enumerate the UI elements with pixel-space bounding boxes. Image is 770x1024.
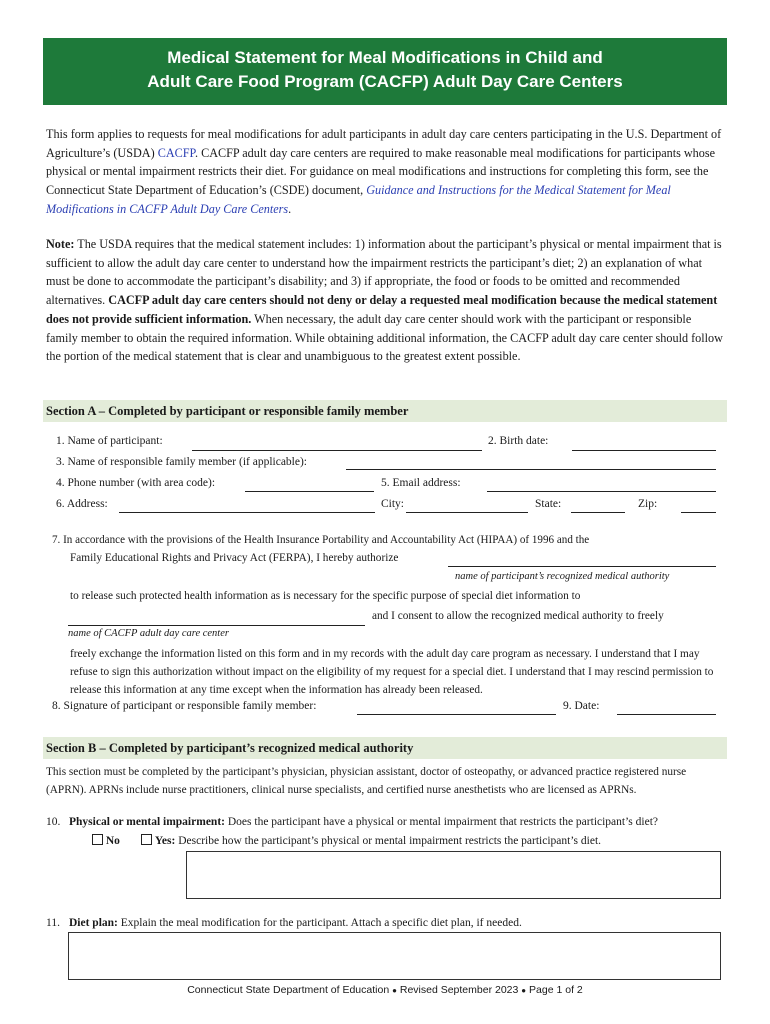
family-member-field[interactable]: [346, 469, 716, 470]
zip-field[interactable]: [681, 512, 716, 513]
diet-plan-box[interactable]: [68, 932, 721, 980]
birth-date-label: 2. Birth date:: [488, 435, 549, 447]
yes-description: Describe how the participant’s physical or mental impairment restricts the participant’s diet.: [175, 835, 602, 847]
footer-org: Connecticut State Department of Education: [187, 984, 390, 996]
yes-checkbox[interactable]: [141, 834, 152, 845]
q10-text: [69, 815, 658, 829]
participant-name-field[interactable]: [192, 450, 482, 451]
note-bold-text: CACFP adult day care centers should not deny or delay a requested meal modification because the medical statement does not provide sufficient information.: [46, 293, 718, 326]
footer-bullet: ●: [392, 986, 397, 995]
zip-label: Zip:: [638, 498, 658, 510]
guidance-link[interactable]: Guidance and Instructions for the Medical Statement for Meal Modifications in CACFP Adult Day Care Centers: [46, 183, 671, 216]
intro-text-3: .: [288, 201, 292, 216]
form-title-banner: [43, 38, 727, 105]
section-b-heading: Section B – Completed by participant’s recognized medical authority: [43, 737, 727, 759]
hipaa-text-line1: 7. In accordance with the provisions of the Health Insurance Portability and Accountability Act (HIPAA) of 1996 and the: [52, 534, 590, 546]
note-label: Note:: [46, 237, 75, 251]
consent-text: and I consent to allow the recognized medical authority to freely: [372, 610, 664, 622]
footer-page: Page 1 of 2: [529, 984, 583, 996]
yes-label: Yes:: [154, 835, 176, 847]
signature-field[interactable]: [357, 714, 556, 715]
medical-authority-caption: name of participant’s recognized medical authority: [455, 571, 670, 582]
phone-field[interactable]: [245, 491, 374, 492]
note-paragraph: [46, 235, 726, 366]
q11-label: Diet plan:: [69, 917, 118, 929]
no-option[interactable]: [92, 834, 120, 848]
hipaa-text-line2: Family Educational Rights and Privacy Act (FERPA), I hereby authorize: [70, 552, 399, 564]
medical-authority-field[interactable]: [448, 566, 716, 567]
release-text: to release such protected health information as is necessary for the specific purpose of special diet information to: [70, 590, 581, 602]
q10-number: 10.: [46, 816, 61, 828]
q11-number: 11.: [46, 917, 60, 929]
care-center-field[interactable]: [68, 625, 365, 626]
participant-name-label: 1. Name of participant:: [56, 435, 163, 447]
yes-option[interactable]: [141, 834, 601, 848]
phone-label: 4. Phone number (with area code):: [56, 477, 216, 489]
no-label: No: [105, 835, 120, 847]
city-field[interactable]: [406, 512, 528, 513]
note-text: The USDA requires that the medical statement includes: 1) information about the participant’s physical or mental impairment that is sufficient to allow the adult day care center to understand how the impairment restricts the participant’s diet; 2) an explanation of what must be done to accommodate the participant’s disability; and 3) if appropriate, the food or foods to be omitted and recommended alternatives.: [46, 237, 722, 308]
exchange-text: freely exchange the information listed on this form and in my records with the adult day care program as necessary. I understand that I may refuse to sign this authorization without impact on the eligibility of my request for a special diet. I understand that I may rescind permission to release this information at any time except when the information has already been released.: [70, 648, 714, 696]
state-field[interactable]: [571, 512, 625, 513]
form-title-line2: Adult Care Food Program (CACFP) Adult Day Care Centers: [147, 72, 623, 91]
q11-question: Explain the meal modification for the participant. Attach a specific diet plan, if needed.: [117, 917, 522, 929]
intro-text: This form applies to requests for meal modifications for adult participants in adult day care centers participating in the U.S. Department of Agriculture’s (USDA): [46, 127, 722, 160]
family-member-label: 3. Name of responsible family member (if applicable):: [56, 456, 307, 468]
city-label: City:: [381, 498, 405, 510]
impairment-description-box[interactable]: [186, 851, 721, 899]
intro-text-2: . CACFP adult day care centers are required to make reasonable meal modifications for participants whose physical or mental impairment restricts their diet. For guidance on meal modifications and instructions for completing this form, see the Connecticut State Department of Education’s (CSDE) document,: [46, 145, 716, 198]
q11-text: [69, 916, 522, 930]
date-field[interactable]: [617, 714, 716, 715]
footer-bullet-2: ●: [521, 986, 527, 995]
cacfp-link[interactable]: CACFP: [157, 145, 195, 160]
address-label: 6. Address:: [56, 498, 108, 510]
form-title-line1: Medical Statement for Meal Modifications in Child and: [167, 48, 603, 67]
intro-paragraph: [46, 125, 726, 219]
signature-label: 8. Signature of participant or responsible family member:: [52, 700, 317, 712]
note-text-2: When necessary, the adult day care center should work with the participant or responsible family member to obtain the required information. While obtaining additional information, the CACFP adult day care center should follow the portion of the medical statement that is clear and unambiguous to the greatest extent possible.: [46, 311, 723, 364]
section-b-intro: This section must be completed by the participant’s physician, physician assistant, doctor of osteopathy, or advanced practice registered nurse (APRN). APRNs include nurse practitioners, clinical nurse specialists, and certified nurse anesthetists who are licensed as APRNs.: [46, 766, 687, 796]
email-field[interactable]: [487, 491, 716, 492]
care-center-caption: name of CACFP adult day care center: [68, 628, 229, 639]
birth-date-field[interactable]: [572, 450, 716, 451]
date-label: 9. Date:: [563, 700, 600, 712]
email-label: 5. Email address:: [381, 477, 461, 489]
footer-revised: Revised September 2023: [399, 984, 519, 996]
section-a-heading: Section A – Completed by participant or responsible family member: [43, 400, 727, 422]
q10-label: Physical or mental impairment:: [69, 816, 225, 828]
q10-question: Does the participant have a physical or mental impairment that restricts the participant’s diet?: [224, 816, 659, 828]
state-label: State:: [535, 498, 562, 510]
no-checkbox[interactable]: [92, 834, 103, 845]
address-field[interactable]: [119, 512, 375, 513]
page-footer: [0, 984, 770, 996]
